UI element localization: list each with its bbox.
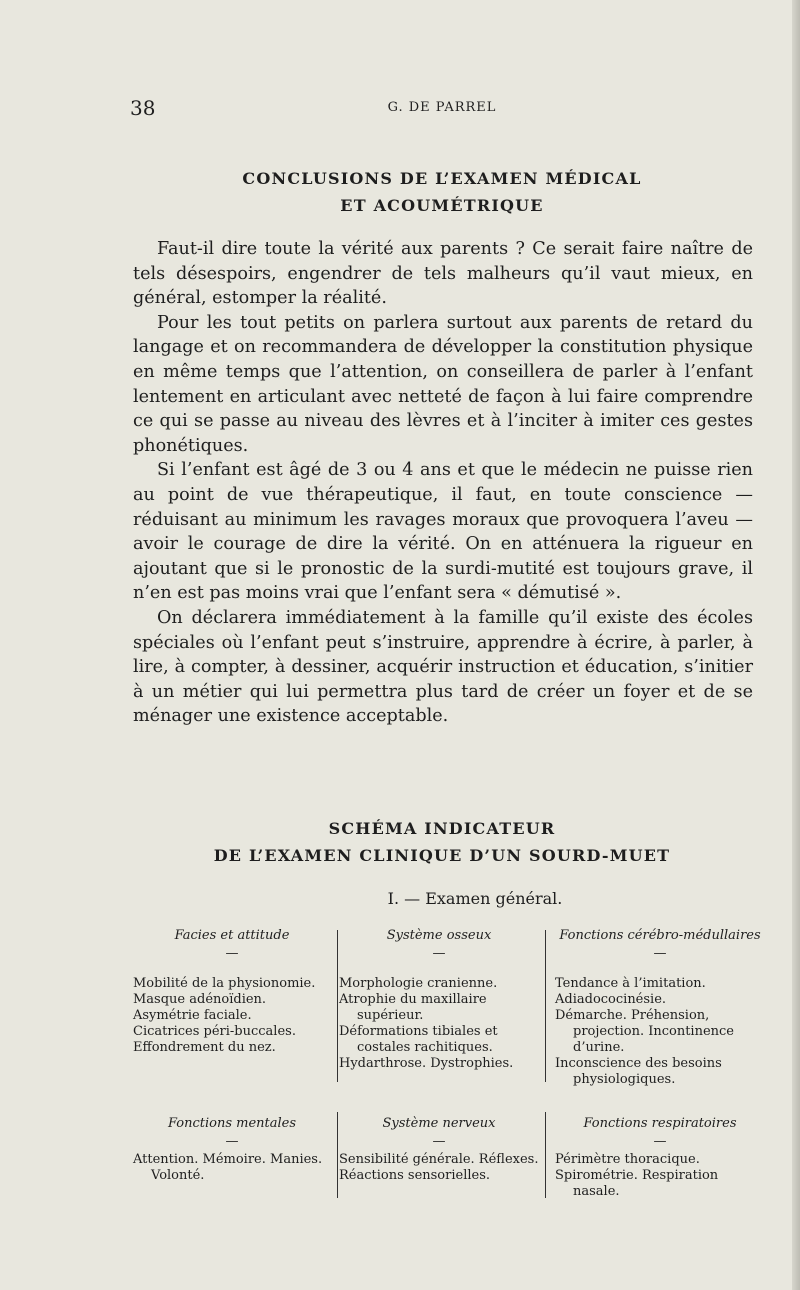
list-item: Asymétrie faciale. bbox=[133, 1008, 252, 1023]
heading-dash: — bbox=[432, 946, 446, 961]
column-divider bbox=[337, 930, 338, 1082]
running-head bbox=[130, 96, 754, 120]
list-item: Spirométrie. Respiration nasale. bbox=[555, 1168, 719, 1199]
title-line: CONCLUSIONS DE L’EXAMEN MÉDICAL bbox=[242, 169, 642, 188]
list-item: Déformations tibiales et costales rachitiques. bbox=[339, 1024, 498, 1055]
title-line: DE L’EXAMEN CLINIQUE D’UN SOURD-MUET bbox=[213, 846, 671, 865]
list-item: Morphologie cranienne. bbox=[339, 976, 498, 991]
column-heading: Système osseux bbox=[386, 928, 492, 943]
column-heading: Système nerveux bbox=[382, 1116, 496, 1131]
heading-dash: — bbox=[653, 1134, 667, 1149]
list-item: Atrophie du maxillaire supérieur. bbox=[339, 992, 487, 1023]
column-heading: Fonctions cérébro-médullaires bbox=[559, 928, 761, 943]
column-osseux bbox=[339, 928, 539, 1072]
column-divider bbox=[545, 1112, 546, 1198]
column-divider bbox=[337, 1112, 338, 1198]
running-title: G. DE PARREL bbox=[387, 100, 497, 115]
exam-heading bbox=[130, 889, 754, 908]
list-item: Adiadococinésie. bbox=[555, 992, 667, 1007]
exam-heading-text: I. — Examen général. bbox=[387, 889, 563, 908]
title-line: SCHÉMA INDICATEUR bbox=[328, 819, 556, 838]
heading-dash: — bbox=[225, 946, 239, 961]
list-item: Effondrement du nez. bbox=[133, 1040, 276, 1055]
title-line: ET ACOUMÉTRIQUE bbox=[340, 196, 544, 215]
column-facies bbox=[133, 928, 331, 1056]
column-heading: Fonctions respiratoires bbox=[583, 1116, 737, 1131]
list-item: Sensibilité générale. Réflexes. bbox=[339, 1152, 539, 1167]
column-respiratoires bbox=[555, 1116, 765, 1200]
page-number: 38 bbox=[130, 96, 156, 120]
heading-dash: — bbox=[653, 946, 667, 961]
column-heading: Facies et attitude bbox=[174, 928, 290, 943]
heading-dash: — bbox=[225, 1134, 239, 1149]
column-divider bbox=[545, 930, 546, 1082]
body-text bbox=[133, 237, 753, 729]
column-mentales bbox=[133, 1116, 331, 1184]
heading-dash: — bbox=[432, 1134, 446, 1149]
section-title-conclusions bbox=[130, 165, 754, 219]
list-item: Réactions sensorielles. bbox=[339, 1168, 491, 1183]
page-edge bbox=[792, 0, 800, 1290]
column-nerveux bbox=[339, 1116, 539, 1184]
list-item: Masque adénoïdien. bbox=[133, 992, 267, 1007]
paragraph: Faut-il dire toute la vérité aux parents ? Ce serait faire naître de tels désespoirs, engendrer de tels malheurs qu’il vaut mieux, en général, estomper la réalité. bbox=[133, 239, 753, 309]
list-item: Démarche. Préhension, projection. Incontinence d’urine. bbox=[555, 1008, 734, 1055]
list-item: Périmètre thoracique. bbox=[555, 1152, 700, 1167]
paragraph: On déclarera immédiatement à la famille qu’il existe des écoles spéciales où l’enfant peut s’instruire, apprendre à écrire, à parler, à lire, à compter, à dessiner, acquérir instruction et éducation, s’initier à un métier qui lui permettra plus tard de créer un foyer et de se ménager une existence acceptable. bbox=[133, 607, 753, 727]
list-item: Inconscience des besoins physiologiques. bbox=[555, 1056, 722, 1087]
list-item: Hydarthrose. Dystrophies. bbox=[339, 1056, 514, 1071]
list-item: Cicatrices péri-buccales. bbox=[133, 1024, 296, 1039]
list-item: Mobilité de la physionomie. bbox=[133, 976, 316, 991]
column-cerebro bbox=[555, 928, 765, 1088]
paragraph: Pour les tout petits on parlera surtout aux parents de retard du langage et on recommandera de développer la constitution physique en même temps que l’attention, on conseillera de parler à l’enfant lentement en articulant avec netteté de façon à lui faire comprendre ce qui se passe au niveau des lèvres et à l’inciter à imiter ces gestes phonétiques. bbox=[133, 312, 753, 456]
column-heading: Fonctions mentales bbox=[167, 1116, 297, 1131]
section-title-schema bbox=[130, 815, 754, 869]
list-item: Attention. Mémoire. Manies. Volonté. bbox=[133, 1152, 323, 1183]
paragraph: Si l’enfant est âgé de 3 ou 4 ans et que le médecin ne puisse rien au point de vue thérapeutique, il faut, en toute conscience — réduisant au minimum les ravages moraux que provoquera l’aveu — avoir le courage de dire la vérité. On en atténuera la rigueur en ajoutant que si le pronostic de la surdi-mutité est toujours grave, il n’en est pas moins vrai que l’enfant sera « démutisé ». bbox=[133, 460, 753, 604]
list-item: Tendance à l’imitation. bbox=[555, 976, 706, 991]
